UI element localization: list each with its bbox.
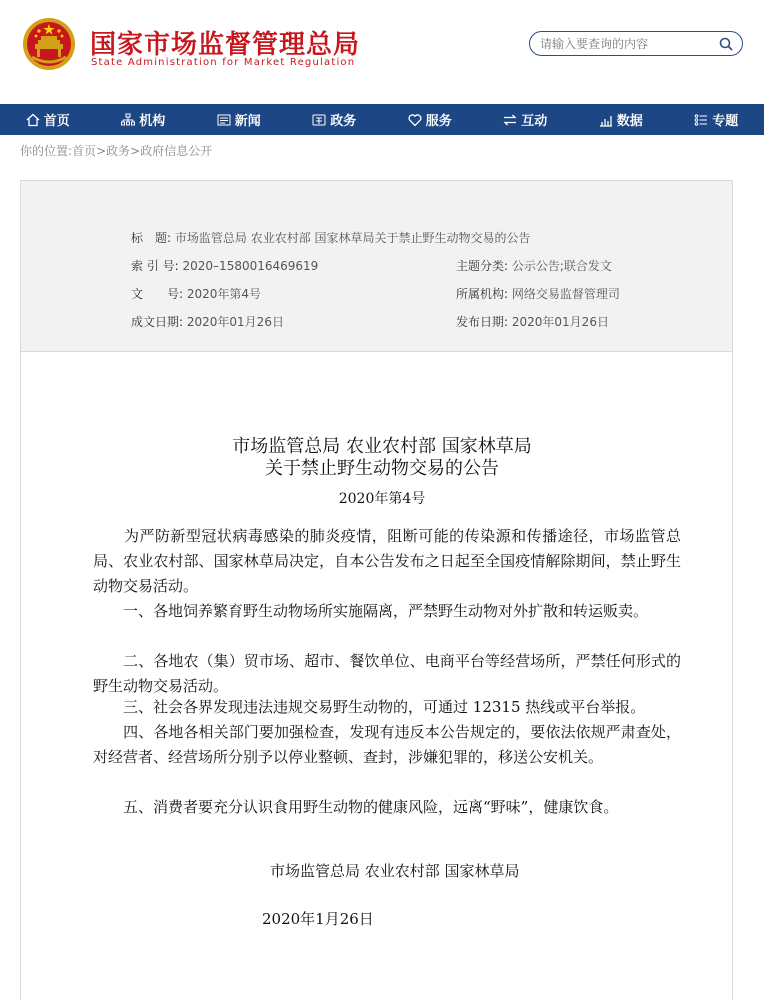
nav-item-service[interactable] [382,104,478,135]
nav-item-government[interactable] [287,104,383,135]
document-sign-date: 2020年1月26日 [262,910,374,928]
nav-label: 互动 [521,114,548,129]
site-title-cn[interactable]: 国家市场监督管理总局 [90,30,361,60]
site-title-en: State Administration for Market Regulation [91,57,356,68]
nav-label: 服务 [425,114,452,129]
document-number: 2020年第4号 [338,491,426,507]
list-icon [694,113,708,127]
home-icon [26,113,40,127]
meta-published-value: 2020年01月26日 [511,315,609,329]
nav-label: 专题 [712,114,739,129]
news-icon [217,113,231,127]
search-input[interactable] [540,35,710,52]
nav-item-org[interactable] [96,104,192,135]
paragraph-item-2: 二、各地农（集）贸市场、超市、餐饮单位、电商平台等经营场所，严禁任何形式的野生动物交易活动。 [93,652,681,696]
government-icon [312,113,326,127]
nav-label: 机构 [139,114,166,129]
nav-item-home[interactable] [0,104,96,135]
meta-title-label: 标 题: [131,231,172,245]
paragraph-intro: 为严防新型冠状病毒感染的肺炎疫情，阻断可能的传染源和传播途径，市场监管总局、农业农村部、国家林草局决定，自本公告发布之日起至全国疫情解除期间，禁止野生动物交易活动。 [93,527,681,596]
breadcrumb-info-disclosure[interactable]: 政府信息公开 [140,144,213,158]
nav-item-news[interactable] [191,104,287,135]
meta-index-value: 2020–1580016469619 [182,259,319,273]
paragraph-item-4: 四、各地各相关部门要加强检查，发现有违反本公告规定的，要依法依规严肃查处，对经营者、经营场所分别予以停业整顿、查封，涉嫌犯罪的，移送公安机关。 [93,723,681,767]
heart-icon [408,113,422,127]
meta-category-row [456,257,612,274]
meta-org-row [456,285,620,302]
breadcrumb-home[interactable]: 首页 [72,144,97,158]
paragraph-item-3: 三、社会各界发现违法违规交易野生动物的，可通过 12315 热线或平台举报。 [93,698,646,716]
meta-category-label: 主题分类: [456,259,509,273]
document-title-line1: 市场监管总局 农业农村部 国家林草局 [232,436,532,457]
emblem-icon [22,17,76,71]
nav-item-interaction[interactable] [478,104,574,135]
meta-index-row [131,257,318,274]
meta-index-label: 索 引 号: [131,259,179,273]
nav-label: 数据 [616,114,643,129]
meta-title-row [131,229,531,246]
breadcrumb-prefix: 你的位置: [20,144,73,158]
nav-label: 政务 [330,114,357,129]
meta-created-row [131,313,284,330]
search-icon[interactable] [719,37,733,51]
breadcrumb-separator: > [96,144,107,158]
site-header [0,0,764,104]
meta-category-value: 公示公告;联合发文 [511,259,612,273]
national-emblem-logo[interactable] [22,17,76,71]
document-signature: 市场监管总局 农业农村部 国家林草局 [270,862,520,880]
nav-label: 新闻 [234,114,261,129]
paragraph-item-5: 五、消费者要充分认识食用野生动物的健康风险，远离“野味”，健康饮食。 [93,798,619,816]
nav-item-data[interactable] [573,104,669,135]
nav-label: 首页 [43,114,70,129]
breadcrumb-separator: > [130,144,141,158]
meta-created-value: 2020年01月26日 [186,315,284,329]
breadcrumb-government[interactable]: 政务 [106,144,131,158]
meta-docno-label: 文 号: [131,287,184,301]
chart-icon [599,113,613,127]
meta-docno-row [131,285,261,302]
paragraph-item-1: 一、各地饲养繁育野生动物场所实施隔离，严禁野生动物对外扩散和转运贩卖。 [93,602,649,620]
meta-published-label: 发布日期: [456,315,509,329]
search-box [529,31,743,56]
nav-item-topics[interactable] [669,104,764,135]
meta-org-value: 网络交易监督管理司 [511,287,620,301]
meta-org-label: 所属机构: [456,287,509,301]
main-nav [0,104,764,135]
exchange-icon [503,113,517,127]
meta-created-label: 成文日期: [131,315,184,329]
document-metadata [20,180,733,352]
org-chart-icon [121,113,135,127]
meta-title-value: 市场监管总局 农业农村部 国家林草局关于禁止野生动物交易的公告 [174,231,531,245]
meta-docno-value: 2020年第4号 [186,287,262,301]
meta-published-row [456,313,609,330]
document-title-line2: 关于禁止野生动物交易的公告 [265,458,499,479]
breadcrumb [20,142,212,159]
